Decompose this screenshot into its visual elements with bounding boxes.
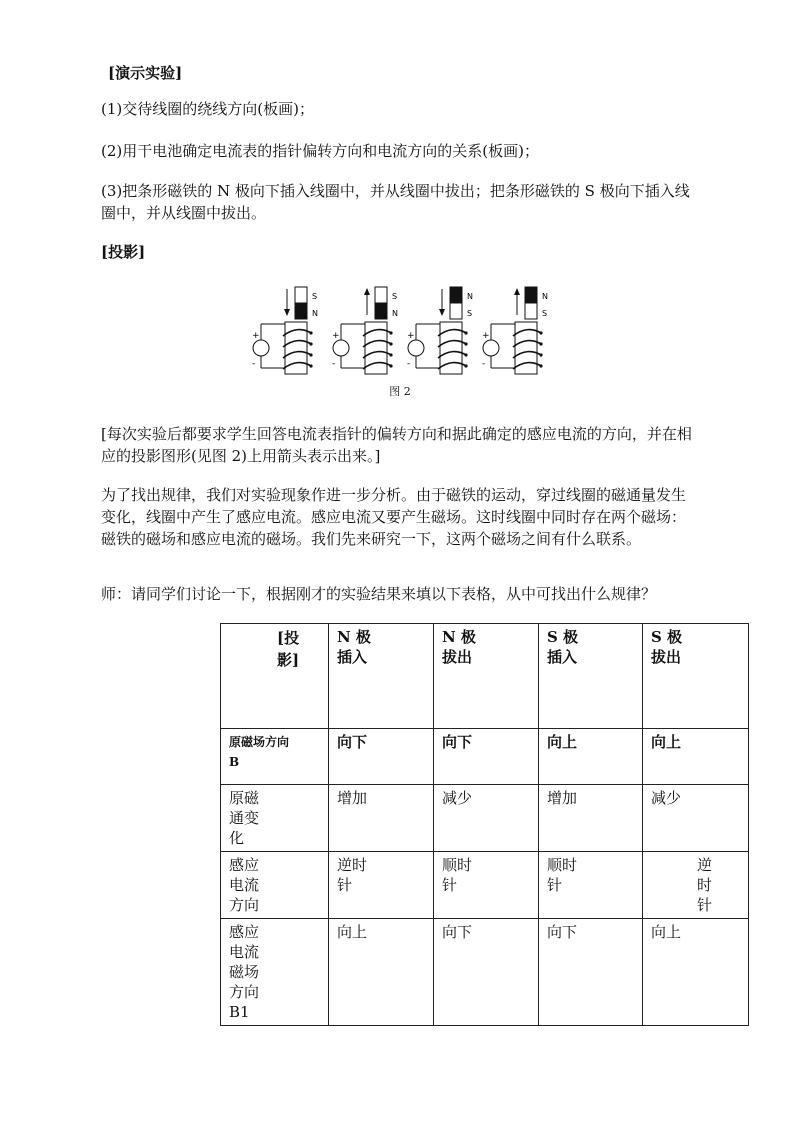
step-3: (3)把条形磁铁的 N 极向下插入线圈中，并从线圈中拔出；把条形磁铁的 S 极向下插入线圈中，并从线圈中拔出。	[101, 182, 690, 222]
induction-diagram	[250, 282, 550, 382]
cell-text: 逆时针	[697, 856, 713, 914]
magnet-top-half	[450, 287, 462, 303]
magnet-bottom-half	[295, 303, 307, 319]
coil-terminal-dot	[389, 342, 392, 345]
pole-label-top: S	[392, 292, 398, 301]
row-label-cell	[221, 785, 329, 852]
cell-text: 逆时针	[337, 856, 368, 894]
plus-terminal-label: +	[332, 331, 340, 341]
galvanometer-icon	[408, 340, 424, 356]
table-cell: 向下	[434, 919, 539, 1026]
step-1: (1)交待线圈的绕线方向(板画)；	[101, 100, 314, 118]
motion-arrow-up-icon	[514, 288, 520, 295]
table-cell: 向下	[539, 919, 643, 1026]
plus-terminal-label: +	[482, 331, 490, 341]
step-2: (2)用干电池确定电流表的指针偏转方向和电流方向的关系(板画)；	[101, 142, 539, 160]
row-label-cell	[221, 919, 329, 1026]
coil-terminal-dot	[539, 331, 542, 334]
magnet-top-half	[295, 287, 307, 303]
coil-terminal-dot	[309, 353, 312, 356]
header-line1: N 极	[337, 628, 371, 646]
table-cell	[539, 852, 643, 919]
minus-terminal-label: -	[332, 359, 336, 369]
table-row	[221, 919, 749, 1026]
table-row	[221, 785, 749, 852]
coil-terminal-dot	[309, 331, 312, 334]
row-label: 感应电流磁场方向B1	[229, 923, 260, 1021]
coil-terminal-dot	[464, 342, 467, 345]
coil-terminal-dot	[464, 331, 467, 334]
table-cell: 增加	[539, 785, 643, 852]
header-cell	[643, 624, 749, 729]
plus-terminal-label: +	[252, 331, 260, 341]
coil-terminal-dot	[464, 364, 467, 367]
teacher-prompt: 师：请同学们讨论一下，根据刚才的实验结果来填以下表格，从中可找出什么规律？	[101, 585, 657, 603]
row-label: 原磁场方向 B	[229, 735, 290, 769]
table-cell: 向下	[329, 729, 434, 785]
header-line1: N 极	[442, 628, 476, 646]
magnet-bottom-half	[525, 303, 537, 319]
pole-label-top: N	[467, 292, 473, 301]
row-label-cell	[221, 852, 329, 919]
motion-arrow-up-icon	[364, 288, 370, 295]
demo-heading: [演示实验]	[108, 64, 183, 82]
table-row	[221, 852, 749, 919]
table-cell: 减少	[434, 785, 539, 852]
table-corner-cell	[221, 624, 329, 729]
table-corner-label: [投影]	[277, 629, 300, 669]
header-cell	[329, 624, 434, 729]
header-line1: S 极	[547, 628, 579, 646]
coil-terminal-dot	[539, 342, 542, 345]
figure-caption: 图 2	[389, 385, 411, 398]
header-line2: 拔出	[651, 648, 682, 666]
table-cell: 增加	[329, 785, 434, 852]
coil-terminal-dot	[389, 364, 392, 367]
cell-text: 顺时针	[547, 856, 578, 894]
table-cell	[434, 852, 539, 919]
galvanometer-icon	[483, 340, 499, 356]
header-line2: 插入	[337, 648, 368, 666]
table-cell: 向下	[434, 729, 539, 785]
figure-2	[250, 282, 550, 402]
pole-label-bottom: N	[312, 309, 318, 318]
pole-label-bottom: S	[542, 309, 548, 318]
table-header-row	[221, 624, 749, 729]
instruction-note: [每次实验后都要求学生回答电流表指针的偏转方向和据此确定的感应电流的方向，并在相应的投影图形(见图 2)上用箭头表示出来。]	[101, 425, 692, 465]
table-cell	[643, 852, 749, 919]
header-line2: 插入	[547, 648, 578, 666]
coil-terminal-dot	[464, 353, 467, 356]
coil-terminal-dot	[309, 342, 312, 345]
header-cell	[539, 624, 643, 729]
minus-terminal-label: -	[482, 359, 486, 369]
coil-terminal-dot	[309, 364, 312, 367]
magnet-bottom-half	[450, 303, 462, 319]
galvanometer-icon	[333, 340, 349, 356]
coil-terminal-dot	[539, 364, 542, 367]
plus-terminal-label: +	[407, 331, 415, 341]
coil-terminal-dot	[389, 353, 392, 356]
pole-label-top: N	[542, 292, 548, 301]
table-cell: 向上	[643, 729, 749, 785]
row-label: 原磁通变化	[229, 789, 260, 847]
pole-label-bottom: N	[392, 309, 398, 318]
magnet-top-half	[375, 287, 387, 303]
magnet-top-half	[525, 287, 537, 303]
row-label: 感应电流方向	[229, 856, 260, 914]
minus-terminal-label: -	[252, 359, 256, 369]
header-line2: 拔出	[442, 648, 473, 666]
analysis-paragraph: 为了找出规律，我们对实验现象作进一步分析。由于磁铁的运动，穿过线圈的磁通量发生变化，线圈中产生了感应电流。感应电流又要产生磁场。这时线圈中同时存在两个磁场：磁铁的磁场和感应电流的磁场。我们先来研究一下，这两个磁场之间有什么联系。	[101, 486, 687, 548]
galvanometer-icon	[253, 340, 269, 356]
minus-terminal-label: -	[407, 359, 411, 369]
results-table	[220, 623, 749, 1026]
table-row	[221, 729, 749, 785]
table-cell: 向上	[539, 729, 643, 785]
pole-label-bottom: S	[467, 309, 473, 318]
motion-arrow-down-icon	[439, 309, 445, 316]
projection-heading: [投影]	[101, 243, 146, 261]
cell-text: 顺时针	[442, 856, 473, 894]
magnet-bottom-half	[375, 303, 387, 319]
coil-terminal-dot	[389, 331, 392, 334]
row-label-cell	[221, 729, 329, 785]
table-cell: 减少	[643, 785, 749, 852]
table-cell	[329, 852, 434, 919]
header-line1: S 极	[651, 628, 683, 646]
table-cell: 向上	[643, 919, 749, 1026]
motion-arrow-down-icon	[284, 309, 290, 316]
coil-terminal-dot	[539, 353, 542, 356]
pole-label-top: S	[312, 292, 318, 301]
table-cell: 向上	[329, 919, 434, 1026]
header-cell	[434, 624, 539, 729]
